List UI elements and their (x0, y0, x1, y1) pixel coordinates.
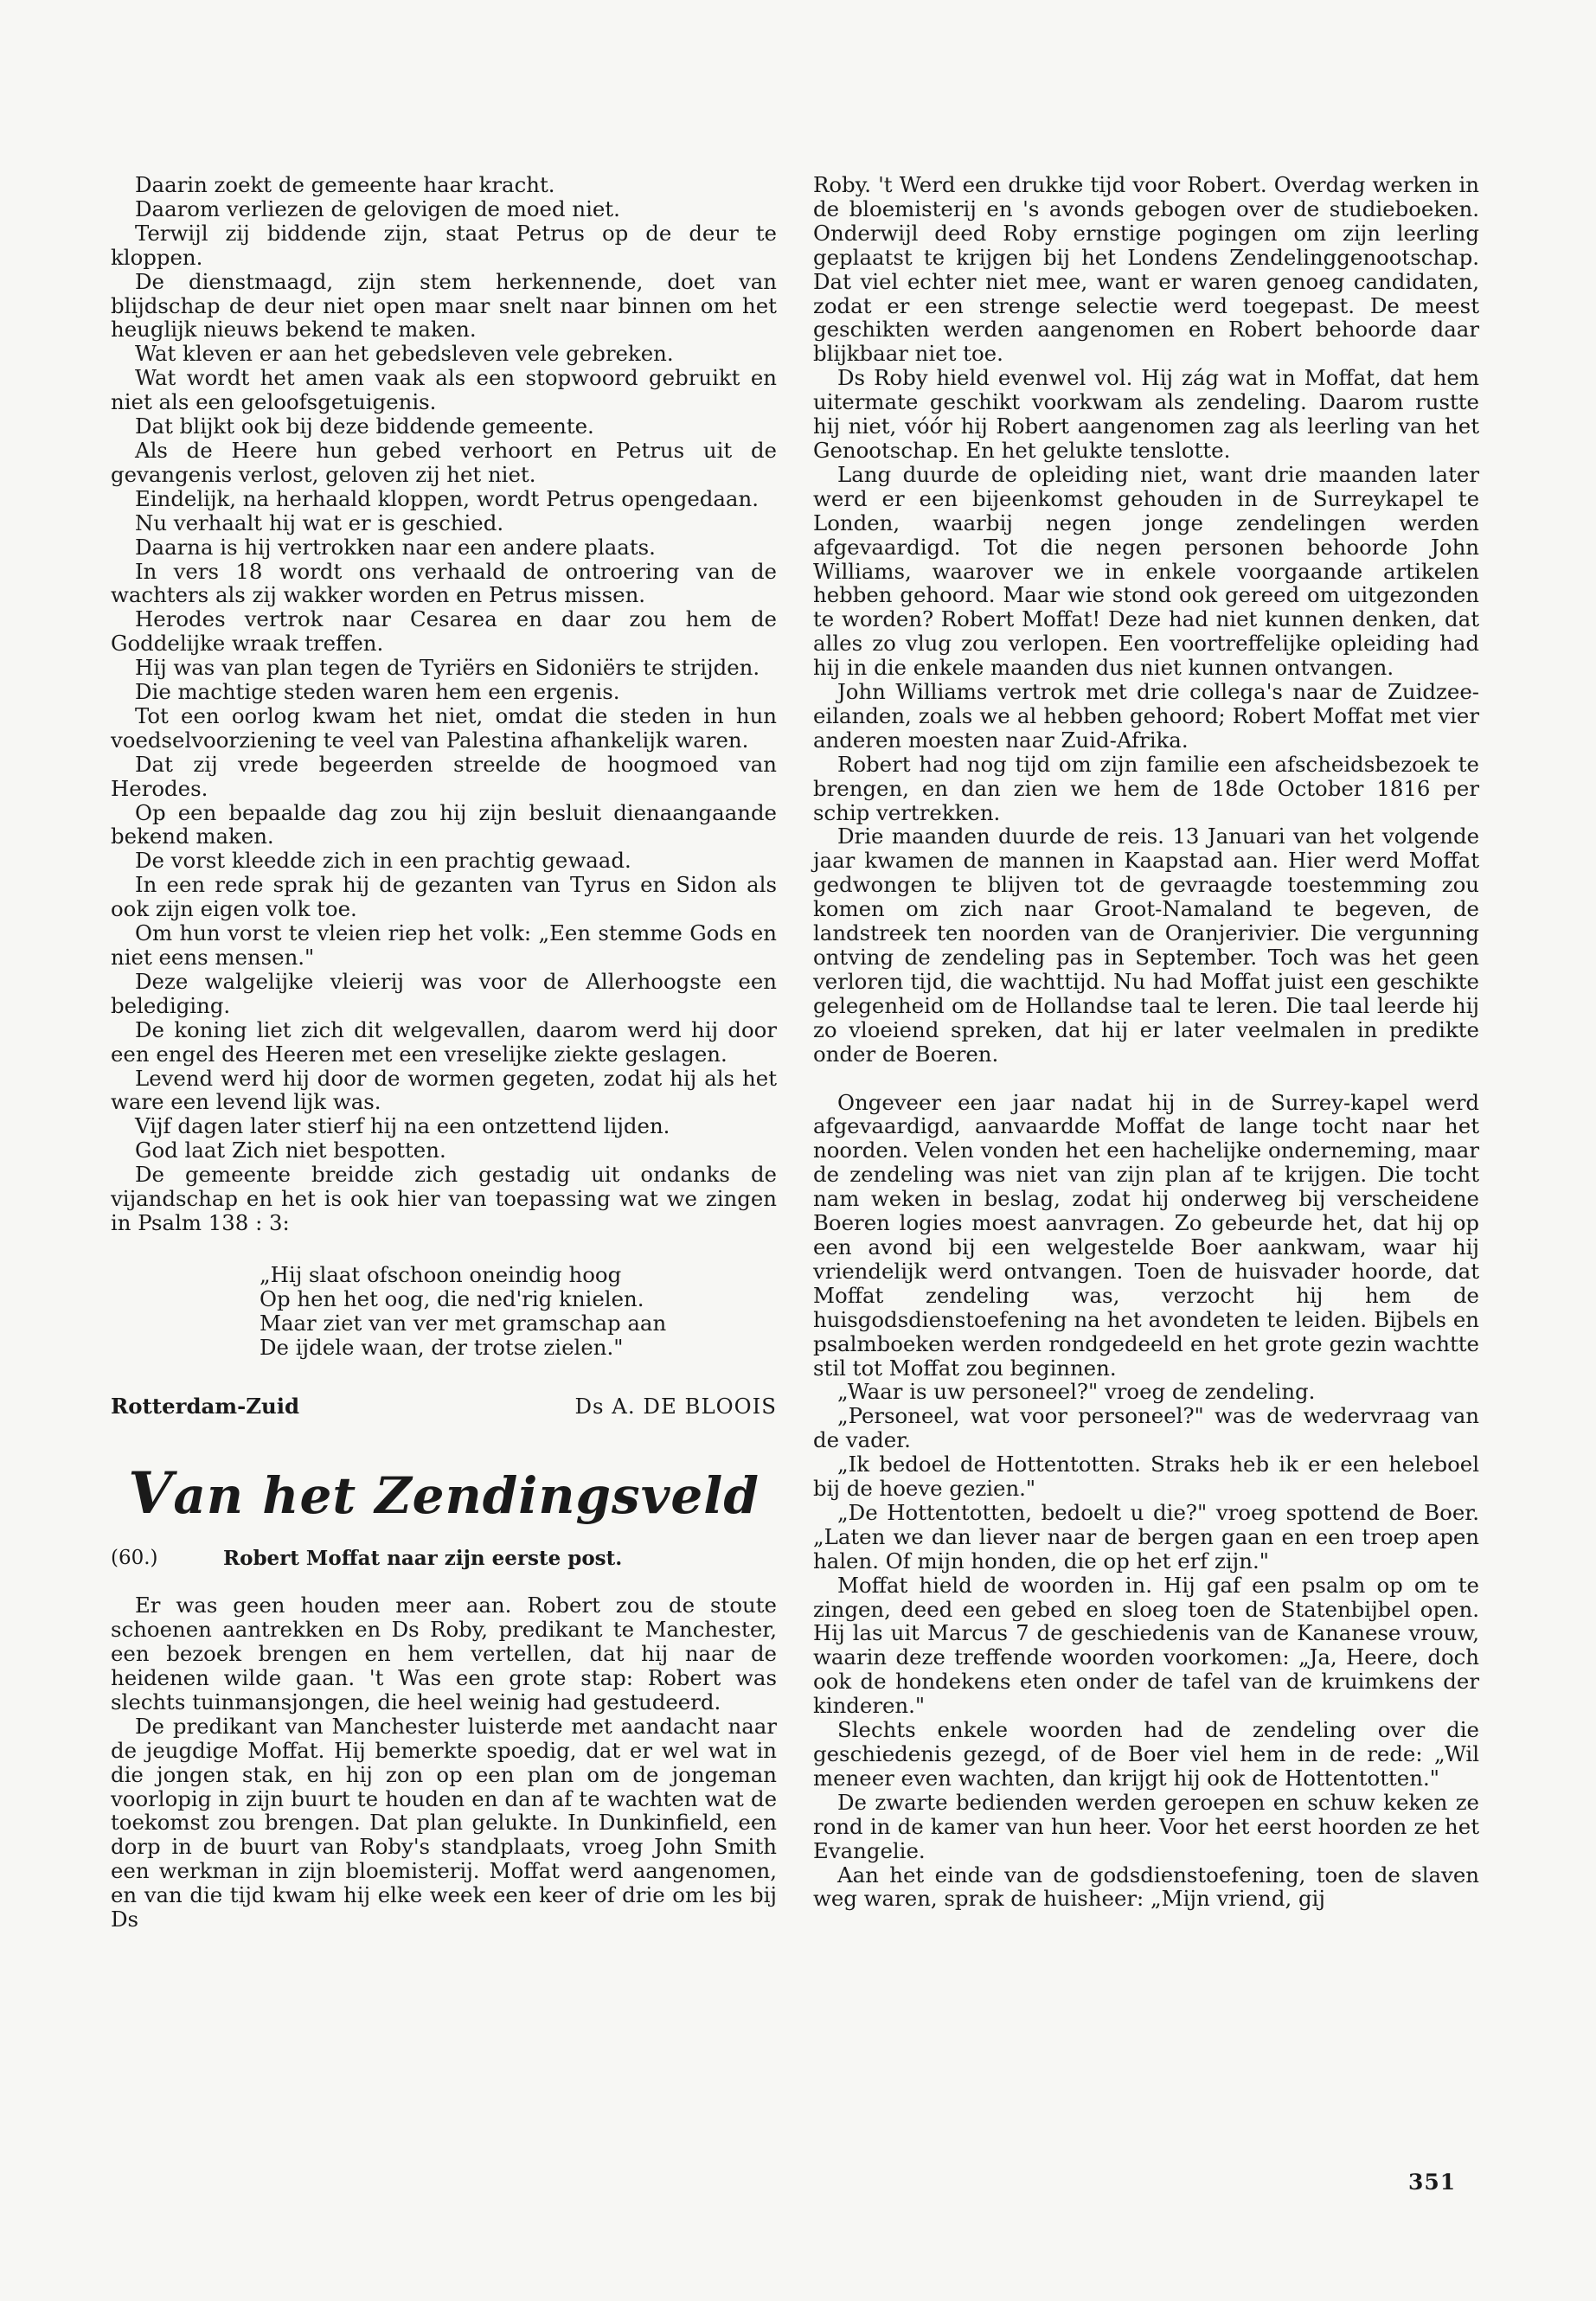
page-number: 351 (1408, 2170, 1457, 2195)
signature-place: Rotterdam-Zuid (111, 1393, 300, 1419)
paragraph: John Williams vertrok met drie collega's naar de Zuidzee-eilanden, zoals we al hebben gehoord; Robert Moffat met vier anderen moesten naar Zuid-Afrika. (813, 679, 1479, 753)
psalm-quote (260, 1263, 777, 1360)
paragraph: Roby. 't Werd een drukke tijd voor Robert. Overdag werken in de bloemisterij en 's avonds gebogen over de studieboeken. Onderwijl deed Roby ernstige pogingen om zijn leerling geplaatst te krijgen bij het Londens Zendelinggenootschap. Dat viel echter niet mee, want er waren genoeg candidaten, zodat er een strenge selectie werd toegepast. De meest geschikten werden aangenomen en Robert behoorde daar blijkbaar niet toe. (813, 172, 1479, 367)
paragraph: „Ik bedoel de Hottentotten. Straks heb ik er een heleboel bij de hoeve gezien." (813, 1452, 1479, 1502)
paragraph: De predikant van Manchester luisterde met aandacht naar de jeugdige Moffat. Hij bemerkte spoedig, dat er wel wat in die jongen stak, en hij zon op een plan om de jongeman voorlopig in zijn buurt te houden en dan af te wachten wat de toekomst zou brengen. Dat plan gelukte. In Dunkinfield, een dorp in de buurt van Roby's standplaats, vroeg John Smith een werkman in zijn bloemisterij. Moffat werd aangenomen, en van die tijd kwam hij elke week een keer of drie om les bij Ds (111, 1713, 777, 1932)
paragraph: Levend werd hij door de wormen gegeten, zodat hij als het ware een levend lijk was. (111, 1065, 777, 1115)
paragraph: Als de Heere hun gebed verhoort en Petrus uit de gevangenis verlost, geloven zij het niet. (111, 437, 777, 487)
article-number: (60.) (111, 1547, 158, 1570)
article-header (111, 1547, 777, 1571)
section-title: Van het Zendingsveld (128, 1459, 760, 1528)
paragraph: Vijf dagen later stierf hij na een ontzettend lijden. (135, 1113, 670, 1139)
paragraph: God laat Zich niet bespotten. (135, 1138, 446, 1163)
section-break (813, 1067, 1479, 1091)
paragraph: Lang duurde de opleiding niet, want drie maanden later werd er een bijeenkomst gehouden in de Surreykapel te Londen, waarbij negen jonge zendelingen werden afgevaardigd. Tot die negen personen behoorde John Williams, waarover we in enkele voorgaande artikelen hebben gehoord. Maar wie stond ook gereed om uitgezonden te worden? Robert Moffat! Deze had niet kunnen denken, dat alles zo vlug zou verlopen. Een voortreffelijke opleiding had hij in die enkele maanden dus niet kunnen ontvangen. (813, 461, 1479, 681)
paragraph: Aan het einde van de godsdienstoefening, toen de slaven weg waren, sprak de huisheer: „Mijn vriend, gij (813, 1862, 1479, 1912)
paragraph: In vers 18 wordt ons verhaald de ontroering van de wachters als zij wakker worden en Petrus missen. (111, 558, 777, 608)
paragraph: Wat kleven er aan het gebedsleven vele gebreken. (135, 341, 674, 367)
signature (111, 1394, 777, 1419)
paragraph: Daarin zoekt de gemeente haar kracht. (135, 172, 555, 197)
poem-line: Maar ziet van ver met gramschap aan (260, 1310, 667, 1336)
paragraph: De dienstmaagd, zijn stem herkennende, doet van blijdschap de deur niet open maar snelt naar binnen om het heuglijk nieuws bekend te maken. (111, 268, 777, 343)
poem-line: Op hen het oog, die ned'rig knielen. (260, 1285, 644, 1311)
article-title: Robert Moffat naar zijn eerste post. (223, 1547, 623, 1571)
paragraph: Daarna is hij vertrokken naar een andere plaats. (135, 534, 656, 560)
paragraph: Moffat hield de woorden in. Hij gaf een psalm op om te zingen, deed een gebed en sloeg toen de Statenbijbel open. Hij las uit Marcus 7 de geschiedenis van de Kananese vrouw, waarin deze treffende woorden voorkomen: „Ja, Heere, doch ook de hondekens eten onder de tafel van de kruimkens der kinderen." (813, 1572, 1479, 1719)
paragraph: Deze walgelijke vleierij was voor de Allerhoogste een belediging. (111, 968, 777, 1018)
paragraph: „De Hottentotten, bedoelt u die?" vroeg spottend de Boer. „Laten we dan liever naar de bergen gaan en een troep apen halen. Of mijn honden, die op het erf zijn." (813, 1499, 1479, 1574)
left-column (111, 173, 777, 1932)
paragraph: Robert had nog tijd om zijn familie een afscheidsbezoek te brengen, en dan zien we hem de 18de October 1816 per schip vertrekken. (813, 751, 1479, 825)
paragraph: „Waar is uw personeel?" vroeg de zendeling. (837, 1379, 1316, 1405)
paragraph: Er was geen houden meer aan. Robert zou de stoute schoenen aantrekken en Ds Roby, predikant te Manchester, een bezoek brengen en hem vertellen, dat hij naar de heidenen wilde gaan. 't Was een grote stap: Robert was slechts tuinmansjongen, die heel weinig had gestudeerd. (111, 1593, 777, 1715)
paragraph: Hij was van plan tegen de Tyriërs en Sidoniërs te strijden. (135, 655, 760, 681)
paragraph: Wat wordt het amen vaak als een stopwoord gebruikt en niet als een geloofsgetuigenis. (111, 365, 777, 415)
paragraph: De zwarte bedienden werden geroepen en schuw keken ze rond in de kamer van hun heer. Voor het eerst hoorden ze het Evangelie. (813, 1789, 1479, 1863)
paragraph: Ds Roby hield evenwel vol. Hij zág wat in Moffat, dat hem uitermate geschikt voorkwam als zendeling. Daarom rustte hij niet, vóór hij Robert aangenomen zag als leerling van het Genootschap. En het gelukte tenslotte. (813, 365, 1479, 463)
paragraph: Tot een oorlog kwam het niet, omdat die steden in hun voedselvoorziening te veel van Palestina afhankelijk waren. (111, 702, 777, 753)
paragraph: Die machtige steden waren hem een ergenis. (135, 679, 620, 705)
paragraph: Herodes vertrok naar Cesarea en daar zou hem de Goddelijke wraak treffen. (111, 606, 777, 657)
paragraph: Dat zij vrede begeerden streelde de hoogmoed van Herodes. (111, 751, 777, 801)
poem-line: De ijdele waan, der trotse zielen." (260, 1334, 624, 1360)
signature-author: Ds A. DE BLOOIS (574, 1393, 777, 1419)
paragraph: Dat blijkt ook bij deze biddende gemeente. (135, 413, 594, 439)
paragraph: Nu verhaalt hij wat er is geschied. (135, 510, 504, 535)
paragraph: Terwijl zij biddende zijn, staat Petrus op de deur te kloppen. (111, 220, 777, 270)
paragraph: Drie maanden duurde de reis. 13 Januari van het volgende jaar kwamen de mannen in Kaapstad aan. Hier werd Moffat gedwongen te blijven tot de gevraagde toestemming zou komen om zich naar Groot-Namaland te begeven, de landstreek ten noorden van de Oranjerivier. Die vergunning ontving de zendeling pas in September. Toch was het geen verloren tijd, die wachttijd. Nu had Moffat juist een geschikte gelegenheid om de Hollandse taal te leren. Die taal leerde hij zo vloeiend spreken, dat hij er later veelmalen in predikte onder de Boeren. (813, 824, 1479, 1067)
paragraph: Eindelijk, na herhaald kloppen, wordt Petrus opengedaan. (135, 485, 759, 511)
paragraph: Slechts enkele woorden had de zendeling over die geschiedenis gezegd, of de Boer viel hem in de rede: „Wil meneer even wachten, dan krijgt hij ook de Hottentotten." (813, 1717, 1479, 1791)
paragraph: Om hun vorst te vleien riep het volk: „Een stemme Gods en niet eens mensen." (111, 920, 777, 970)
paragraph: De vorst kleedde zich in een prachtig gewaad. (135, 848, 631, 874)
paragraph: In een rede sprak hij de gezanten van Tyrus en Sidon als ook zijn eigen volk toe. (111, 872, 777, 922)
paragraph: „Personeel, wat voor personeel?" was de wedervraag van de vader. (813, 1403, 1479, 1453)
paragraph: De koning liet zich dit welgevallen, daarom werd hij door een engel des Heeren met een vreselijke ziekte geslagen. (111, 1016, 777, 1067)
paragraph: Op een bepaalde dag zou hij zijn besluit dienaangaande bekend maken. (111, 799, 777, 849)
poem-line: „Hij slaat ofschoon oneindig hoog (260, 1261, 622, 1287)
paragraph: Daarom verliezen de gelovigen de moed niet. (135, 195, 620, 221)
right-column (813, 173, 1479, 1911)
paragraph: De gemeente breidde zich gestadig uit ondanks de vijandschap en het is ook hier van toepassing wat we zingen in Psalm 138 : 3: (111, 1162, 777, 1235)
paragraph: Ongeveer een jaar nadat hij in de Surrey-kapel werd afgevaardigd, aanvaardde Moffat de lange tocht naar het noorden. Velen vonden het een hachelijke onderneming, maar de zendeling was niet van zijn plan af te krijgen. Die tocht nam weken in beslag, zodat hij onderweg bij verscheidene Boeren logies moest aanvragen. Zo gebeurde het, dat hij op een avond bij een welgestelde Boer aankwam, waar hij vriendelijk werd ontvangen. Toen de huisvader hoorde, dat Moffat zendeling was, verzocht hij hem de huisgodsdienstoefening na het avondeten te leiden. Bijbels en psalmboeken werden rondgedeeld en het grote gezin wachtte stil tot Moffat zou beginnen. (813, 1089, 1479, 1381)
